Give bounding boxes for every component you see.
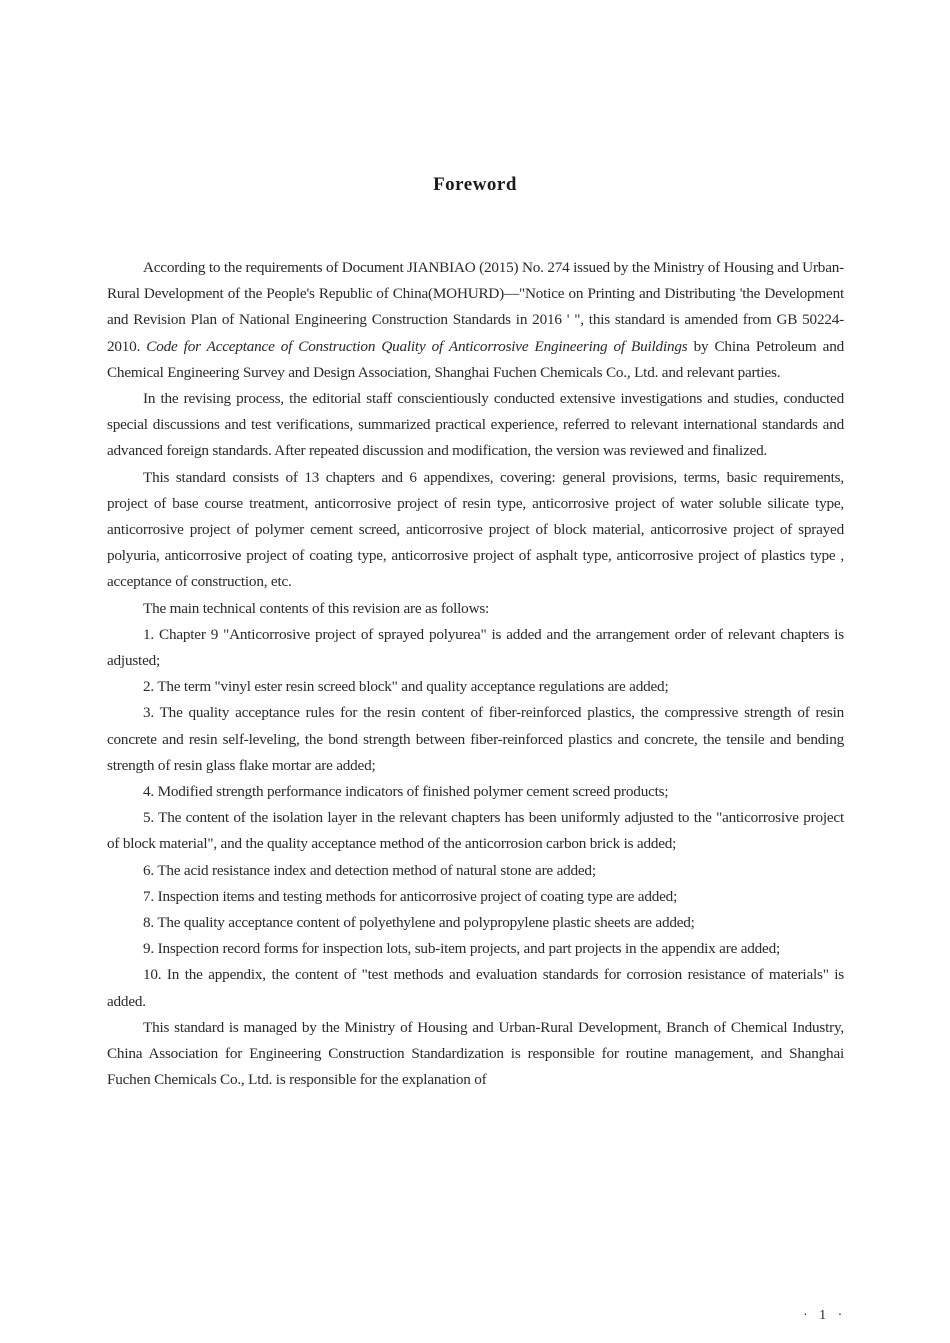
list-item: 3. The quality acceptance rules for the resin content of fiber-reinforced plastics, the compressive strength of resin concrete and resin self-leveling, the bond strength between fiber-reinforced plastics and concrete, the tensile and bending strength of resin glass flake mortar are added;	[107, 704, 844, 774]
foreword-body	[107, 255, 844, 1094]
list-item: 10. In the appendix, the content of "test methods and evaluation standards for corrosion resistance of materials" is added.	[107, 966, 844, 1010]
list-item: 5. The content of the isolation layer in the relevant chapters has been uniformly adjusted to the "anticorrosive project of block material", and the quality acceptance method of the anticorrosion carbon brick is added;	[107, 809, 844, 853]
paragraph-text: According to the requirements of Document JIANBIAO (2015) No. 274 issued by the Ministry of Housing and Urban-Rural Development of the People's Republic of China(MOHURD)—"Notice on Printing and Distributing 'the Development and Revision Plan of National Engineering Construction Standards in 2016 ' ", this standard is amended from GB 50224-2010.	[107, 259, 844, 355]
paragraph-text: by China Petroleum and Chemical Engineering Survey and Design Association, Shanghai Fuchen Chemicals Co., Ltd. and relevant parties.	[107, 337, 844, 381]
list-item: 7. Inspection items and testing methods for anticorrosive project of coating type are added;	[143, 887, 678, 905]
list-item: 8. The quality acceptance content of polyethylene and polypropylene plastic sheets are added;	[143, 914, 695, 932]
paragraph-structure: This standard consists of 13 chapters and 6 appendixes, covering: general provisions, terms, basic requirements, project of base course treatment, anticorrosive project of resin type, anticorrosive project of water soluble silicate type, anticorrosive project of polymer cement screed, anticorrosive project of block material, anticorrosive project of sprayed polyuria, anticorrosive project of coating type, anticorrosive project of asphalt type, anticorrosive project of plastics type , acceptance of construction, etc.	[107, 468, 844, 591]
page-number: · 1 ·	[803, 1308, 847, 1323]
list-item: 4. Modified strength performance indicators of finished polymer cement screed products;	[143, 783, 669, 801]
list-item: 9. Inspection record forms for inspection lots, sub-item projects, and part projects in the appendix are added;	[143, 940, 780, 958]
standard-title: Code for Acceptance of Construction Quality of Anticorrosive Engineering of Buildings	[146, 337, 688, 355]
paragraph-management: This standard is managed by the Ministry of Housing and Urban-Rural Development, Branch of Chemical Industry, China Association for Engineering Construction Standardization is responsible for routine management, and Shanghai Fuchen Chemicals Co., Ltd. is responsible for the explanation of	[107, 1018, 844, 1089]
list-item: 2. The term "vinyl ester resin screed block" and quality acceptance regulations are added;	[143, 678, 669, 696]
paragraph-revision-process: In the revising process, the editorial staff conscientiously conducted extensive investigations and studies, conducted special discussions and test verifications, summarized practical experience, referred to relevant international standards and advanced foreign standards. After repeated discussion and modification, the version was reviewed and finalized.	[107, 390, 844, 460]
list-item: 6. The acid resistance index and detection method of natural stone are added;	[143, 861, 596, 879]
paragraph-origin	[107, 255, 844, 386]
list-item: 1. Chapter 9 "Anticorrosive project of sprayed polyurea" is added and the arrangement order of relevant chapters is adjusted;	[107, 625, 844, 670]
paragraph-main-contents: The main technical contents of this revision are as follows:	[143, 599, 490, 617]
page-title: Foreword	[433, 174, 517, 195]
